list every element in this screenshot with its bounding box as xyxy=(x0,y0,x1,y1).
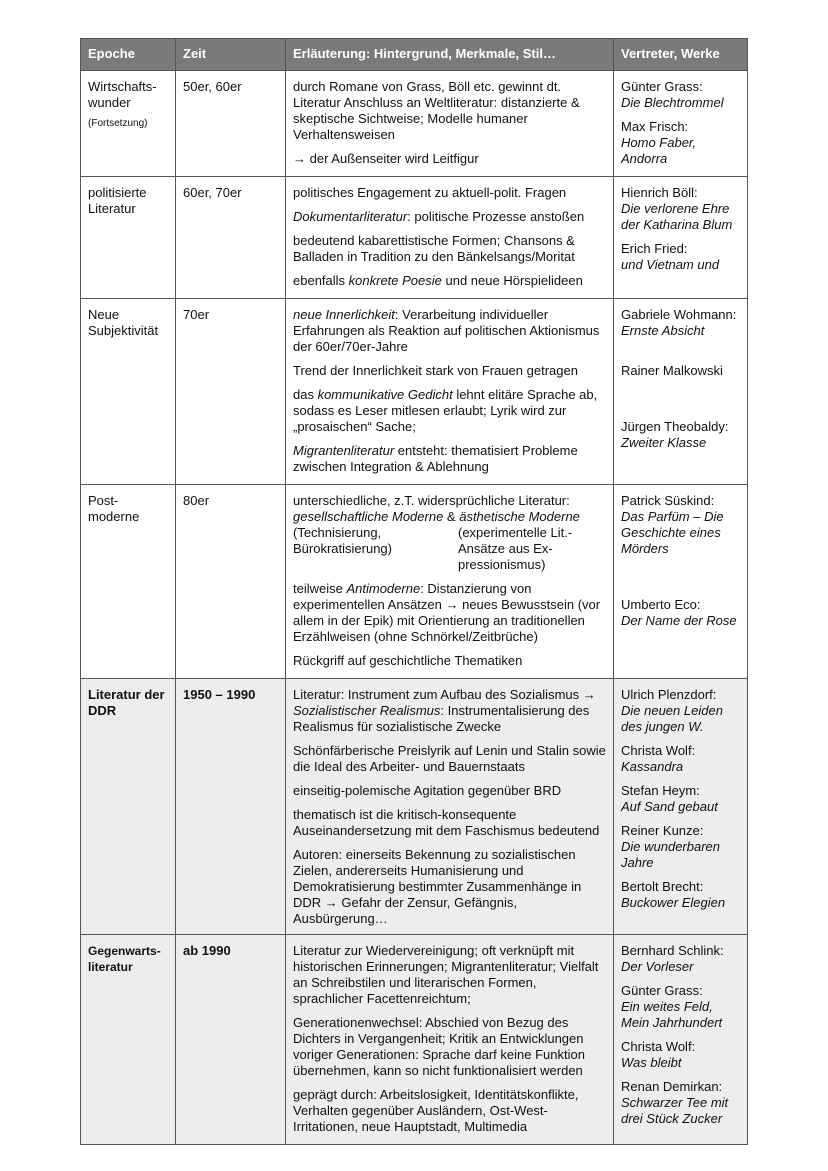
description-paragraph xyxy=(293,209,606,225)
author-name: Hienrich Böll: xyxy=(621,185,698,200)
epoch-cell: Neue Subjektivität xyxy=(81,299,176,485)
time-cell: 80er xyxy=(176,485,286,679)
epoch-cell: Gegenwarts- literatur xyxy=(81,935,176,1145)
moderns-explanation xyxy=(293,525,606,573)
work-title: Das Parfüm – Die Geschichte eines Mörders xyxy=(621,509,724,556)
header-epoche: Epoche xyxy=(81,39,176,71)
paragraph-text: : Verarbeitung individueller Erfahrungen als Reaktion auf politischen Aktionismus der 60er/70er-Jahre xyxy=(293,307,600,354)
description-cell xyxy=(286,71,614,177)
description-paragraph: durch Romane von Grass, Böll etc. gewinnt dt. Literatur Anschluss an Weltliteratur: distanzierte & skeptische Sichtweise; Modelle humaner Verhaltensweisen xyxy=(293,79,580,142)
description-paragraph: Rückgriff auf geschichtliche Thematiken xyxy=(293,653,523,668)
description-paragraph: Autoren: einerseits Bekennung zu sozialistischen Zielen, andererseits Humanisierung und Demokratisierung bestimmter Zusammenhänge in DDR → Gefahr der Zensur, Gefängnis, Ausbürgerung… xyxy=(293,847,582,926)
work-title: Auf Sand gebaut xyxy=(621,799,718,814)
representatives-cell xyxy=(614,935,748,1145)
representative xyxy=(621,119,740,167)
author-name: Stefan Heym: xyxy=(621,783,700,798)
representative xyxy=(621,743,740,775)
work-title: Die wunderbaren Jahre xyxy=(621,839,721,870)
paragraph-text: : Instrumentalisierung des Realismus für sozialistische Zwecke xyxy=(293,703,590,734)
work-title: Homo Faber, Andorra xyxy=(621,135,697,166)
time-cell: 60er, 70er xyxy=(176,177,286,299)
emphasis-term: Sozialistischer Realismus xyxy=(293,703,441,718)
author-name: Renan Demirkan: xyxy=(621,1079,723,1094)
description-paragraph: → der Außenseiter wird Leitfigur xyxy=(293,151,479,166)
emphasis-term: Dokumentarliteratur xyxy=(293,209,408,224)
emphasis-term: neue Innerlichkeit xyxy=(293,307,395,322)
description-cell xyxy=(286,679,614,935)
author-name: Christa Wolf: xyxy=(621,1039,696,1054)
epoch-note: (Fortsetzung) xyxy=(88,118,148,129)
representative xyxy=(621,419,740,451)
author-name: Ulrich Plenzdorf: xyxy=(621,687,717,702)
representative xyxy=(621,943,740,975)
work-title: Kassandra xyxy=(621,759,684,774)
representative xyxy=(621,783,740,815)
representative xyxy=(621,687,740,735)
representative xyxy=(621,79,740,111)
description-paragraph: geprägt durch: Arbeitslosigkeit, Identitätskonflikte, Verhalten gegenüber Ausländern, Ost-West-Irritationen, neue Hauptstadt, Multimedia xyxy=(293,1087,579,1134)
work-title: Was bleibt xyxy=(621,1055,682,1070)
work-title: und Vietnam und xyxy=(621,257,720,272)
author-name: Christa Wolf: xyxy=(621,743,696,758)
paragraph-text: ebenfalls xyxy=(293,273,349,288)
work-title: Zweiter Klasse xyxy=(621,435,707,450)
representative xyxy=(621,185,740,233)
paragraph-text: entsteht: thematisiert Probleme zwischen Integration & Ablehnung xyxy=(293,443,578,474)
work-title: Ernste Absicht xyxy=(621,323,705,338)
description-paragraph: Schönfärberische Preislyrik auf Lenin und Stalin sowie die Ideal des Arbeiter- und Bauernstaats xyxy=(293,743,606,774)
table-row xyxy=(81,177,748,299)
work-title: Der Name der Rose xyxy=(621,613,737,628)
description-cell xyxy=(286,177,614,299)
representative xyxy=(621,597,740,629)
description-paragraph xyxy=(293,387,606,435)
description-paragraph xyxy=(293,687,606,735)
description-paragraph: politisches Engagement zu aktuell-polit. Fragen xyxy=(293,185,567,200)
description-cell xyxy=(286,935,614,1145)
table-row xyxy=(81,71,748,177)
description-paragraph: thematisch ist die kritisch-konsequente Auseinandersetzung mit dem Faschismus bedeutend xyxy=(293,807,600,838)
author-name: Bertolt Brecht: xyxy=(621,879,704,894)
description-paragraph: Generationenwechsel: Abschied von Bezug des Dichters in Vergangenheit; Kritik an Entwicklungen voriger Generationen: Sprache darf keine Funktion übernehmen, kann so nicht funktionalisiert werden xyxy=(293,1015,585,1078)
header-zeit: Zeit xyxy=(176,39,286,71)
author-name: Rainer Malkowski xyxy=(621,363,723,378)
time-cell: ab 1990 xyxy=(176,935,286,1145)
description-paragraph xyxy=(293,307,606,355)
representative xyxy=(621,823,740,871)
author-name: Bernhard Schlink: xyxy=(621,943,724,958)
header-erlaeuterung: Erläuterung: Hintergrund, Merkmale, Stil… xyxy=(286,39,614,71)
representative xyxy=(621,1039,740,1071)
paragraph-text: Literatur: Instrument zum Aufbau des Sozialismus → xyxy=(293,687,596,702)
work-title: Die Blechtrommel xyxy=(621,95,724,110)
representatives-cell xyxy=(614,679,748,935)
representatives-cell xyxy=(614,177,748,299)
paragraph-text: das xyxy=(293,387,318,402)
work-title: Die neuen Leiden des jungen W. xyxy=(621,703,723,734)
paragraph-text: teilweise xyxy=(293,581,347,596)
epoch-cell: politisierte Literatur xyxy=(81,177,176,299)
description-paragraph xyxy=(293,443,606,475)
epoch-cell: Literatur der DDR xyxy=(81,679,176,935)
time-cell: 1950 – 1990 xyxy=(176,679,286,935)
table-row xyxy=(81,299,748,485)
representatives-cell xyxy=(614,485,748,679)
emphasis-term: konkrete Poesie xyxy=(348,273,442,288)
author-name: Patrick Süskind: xyxy=(621,493,715,508)
paragraph-text: und neue Hörspielideen xyxy=(441,273,583,288)
author-name: Günter Grass: xyxy=(621,983,703,998)
paragraph-text: : Distanzierung von experimentellen Ansätzen → neues Bewusstsein (vor allem in der Epik) mit Orientierung an traditionellen Erzählweisen (ohne Schnörkel/Zeitbrüche) xyxy=(293,581,601,644)
emphasis-term: gesellschaftliche Moderne xyxy=(293,509,444,524)
work-title: Der Vorleser xyxy=(621,959,694,974)
right-explanation: (experimentelle Lit.- Ansätze aus Ex- pressionismus) xyxy=(458,525,573,572)
paragraph-text: : politische Prozesse anstoßen xyxy=(407,209,585,224)
paragraph-text: lehnt elitäre Sprache ab, sodass es Leser mitlesen erlaubt; Lyrik wird zur „prosaischen“ Sache; xyxy=(293,387,598,434)
description-cell xyxy=(286,485,614,679)
work-title: Schwarzer Tee mit drei Stück Zucker xyxy=(621,1095,729,1126)
literature-epochs-table xyxy=(80,38,748,1145)
author-name: Max Frisch: xyxy=(621,119,689,134)
emphasis-term: Antimoderne xyxy=(346,581,421,596)
work-title: Ein weites Feld, Mein Jahrhundert xyxy=(621,999,723,1030)
description-paragraph: einseitig-polemische Agitation gegenüber BRD xyxy=(293,783,562,798)
description-cell xyxy=(286,299,614,485)
representative xyxy=(621,307,740,339)
table-row xyxy=(81,485,748,679)
description-paragraph: Trend der Innerlichkeit stark von Frauen getragen xyxy=(293,363,578,378)
representative xyxy=(621,363,740,379)
description-paragraph xyxy=(293,273,606,289)
time-cell: 50er, 60er xyxy=(176,71,286,177)
table-row xyxy=(81,679,748,935)
representative xyxy=(621,879,740,911)
paragraph-text: & xyxy=(443,509,460,524)
emphasis-term: kommunikative Gedicht xyxy=(317,387,453,402)
table-row xyxy=(81,935,748,1145)
author-name: Erich Fried: xyxy=(621,241,688,256)
work-title: Die verlorene Ehre der Katharina Blum xyxy=(621,201,733,232)
emphasis-term: ästhetische Moderne xyxy=(459,509,580,524)
left-explanation: (Technisierung, Bürokratisierung) xyxy=(293,525,392,556)
description-paragraph: bedeutend kabarettistische Formen; Chansons & Balladen in Tradition zu den Bänkelsangs/Moritat xyxy=(293,233,575,264)
author-name: Günter Grass: xyxy=(621,79,703,94)
epoch-name: Wirtschafts- wunder xyxy=(88,79,157,110)
representatives-cell xyxy=(614,71,748,177)
description-paragraph: Literatur zur Wiedervereinigung; oft verknüpft mit historischen Erinnerungen; Migrantenliteratur; Vielfalt an Schreibstilen und literarischen Formen, sprachlicher Facettenreichtum; xyxy=(293,943,599,1006)
work-title: Buckower Elegien xyxy=(621,895,726,910)
header-vertreter: Vertreter, Werke xyxy=(614,39,748,71)
moderns-line xyxy=(293,509,606,525)
description-paragraph: unterschiedliche, z.T. widersprüchliche Literatur: xyxy=(293,493,570,508)
author-name: Gabriele Wohmann: xyxy=(621,307,737,322)
representative xyxy=(621,1079,740,1127)
time-cell: 70er xyxy=(176,299,286,485)
author-name: Umberto Eco: xyxy=(621,597,701,612)
epoch-cell xyxy=(81,71,176,177)
author-name: Jürgen Theobaldy: xyxy=(621,419,729,434)
description-paragraph xyxy=(293,581,606,645)
representative xyxy=(621,983,740,1031)
representative xyxy=(621,241,740,273)
table-header-row xyxy=(81,39,748,71)
emphasis-term: Migrantenliteratur xyxy=(293,443,395,458)
representative xyxy=(621,493,740,557)
representatives-cell xyxy=(614,299,748,485)
author-name: Reiner Kunze: xyxy=(621,823,704,838)
epoch-cell: Post- moderne xyxy=(81,485,176,679)
